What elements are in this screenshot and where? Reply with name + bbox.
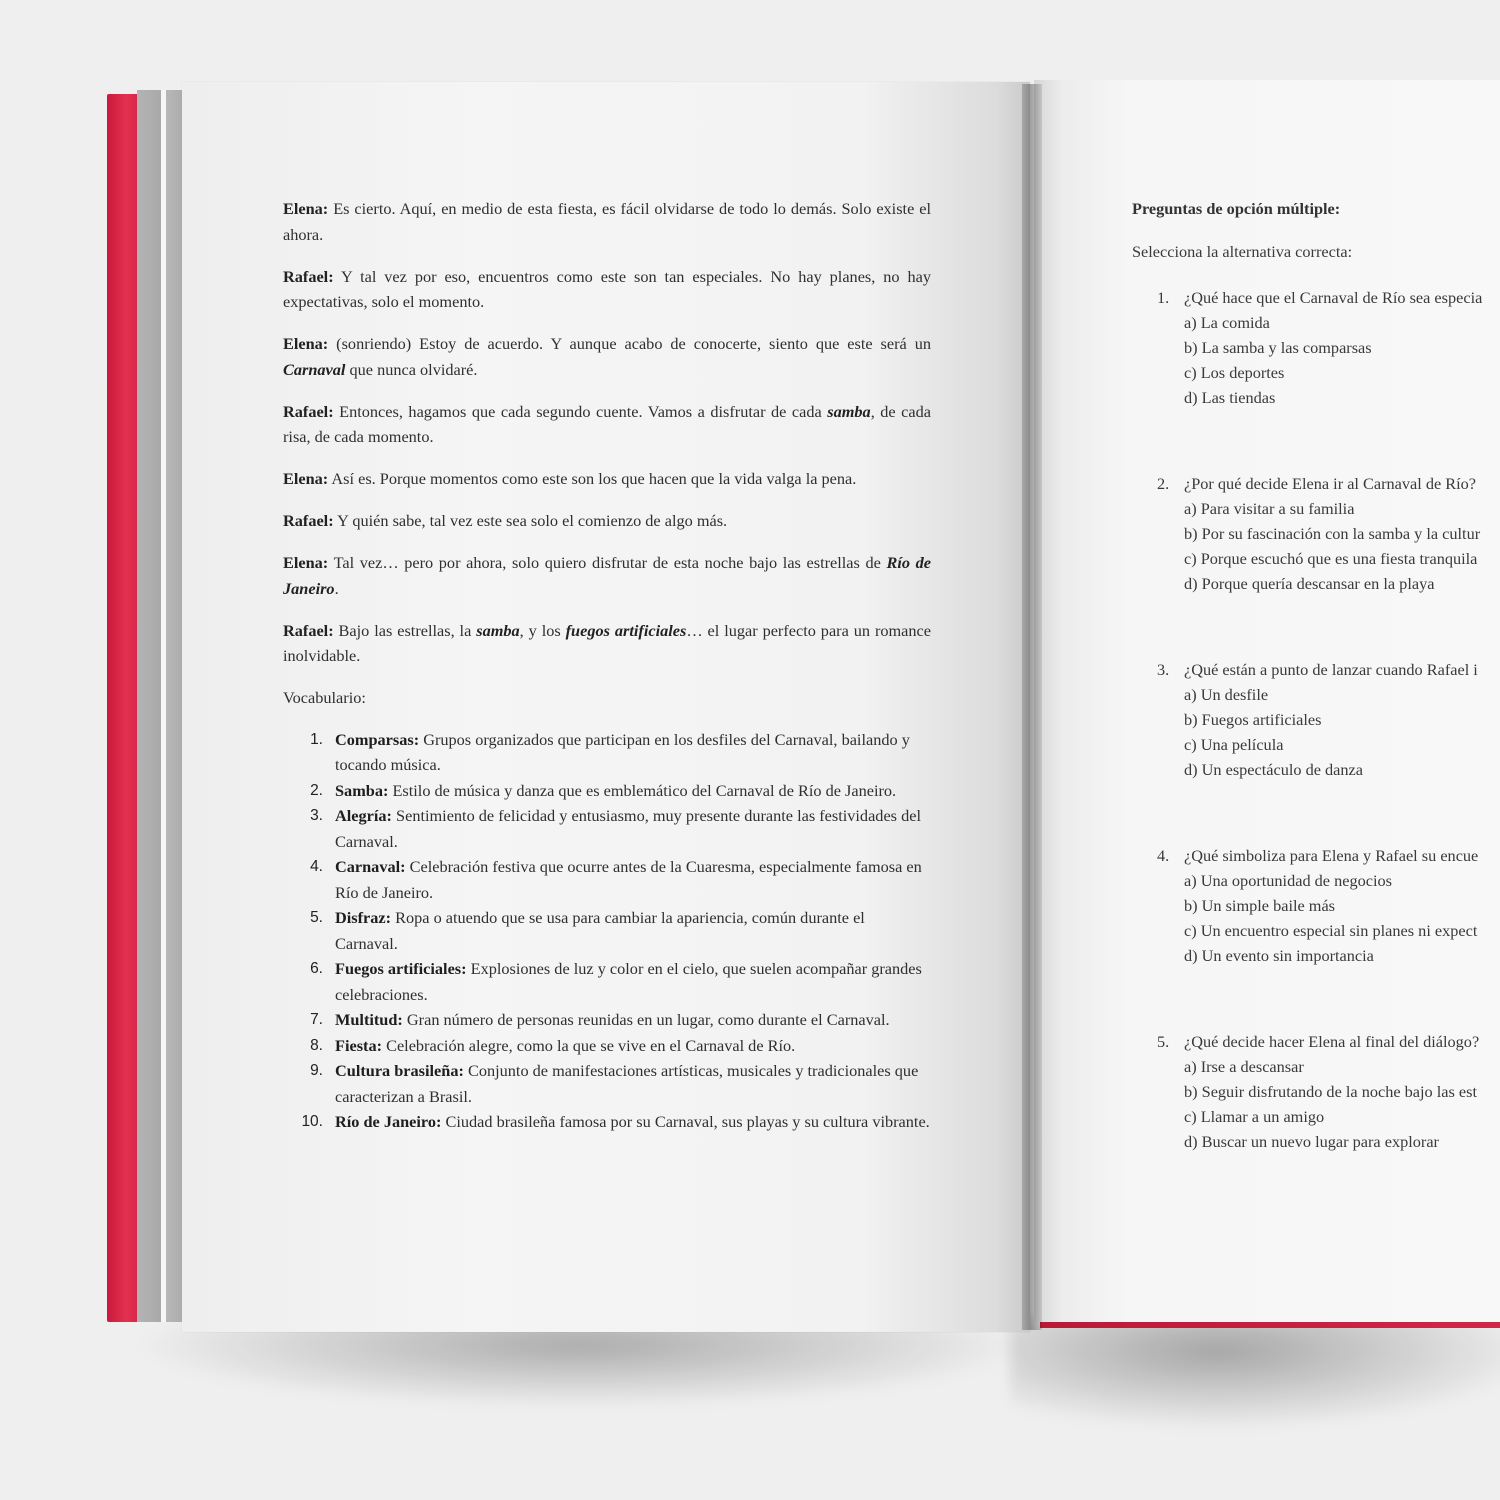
vocabulary-definition: Grupos organizados que participan en los desfiles del Carnaval, bailando y tocando música. [335, 729, 910, 774]
question-option: a) Una oportunidad de negocios [1184, 871, 1392, 890]
vocabulary-number: 8. [310, 1036, 323, 1054]
dialogue-paragraph [283, 508, 931, 534]
speaker-name: Rafael: [283, 266, 334, 286]
dialogue-text: , de cada risa, de cada momento. [283, 401, 931, 446]
vocabulary-item [283, 1033, 931, 1059]
question-item [1132, 657, 1500, 782]
dialogue-paragraph [283, 399, 931, 450]
vocabulary-definition: Celebración alegre, como la que se vive en el Carnaval de Río. [382, 1035, 796, 1055]
question-option: b) La samba y las comparsas [1184, 338, 1372, 357]
vocabulary-term: Cultura brasileña: [335, 1061, 464, 1080]
vocabulary-number: 9. [310, 1062, 323, 1079]
book-gutter [1022, 84, 1042, 1330]
question-option: a) Un desfile [1184, 685, 1269, 704]
dialogue-text: Y quién sabe, tal vez este sea solo el comienzo de algo más. [333, 511, 728, 530]
question-option: c) Una película [1184, 735, 1284, 754]
book-cover-edge [107, 94, 139, 1322]
dialogue-paragraph [283, 618, 931, 669]
vocabulary-item [283, 803, 931, 854]
vocabulary-item [283, 727, 931, 778]
question-number: 5. [1157, 1032, 1170, 1051]
emphasis-text: fuegos artificiales [565, 620, 687, 640]
question-option: a) La comida [1184, 313, 1270, 332]
vocabulary-number: 6. [310, 960, 323, 977]
vocabulary-number: 10. [301, 1113, 323, 1130]
dialogue-text: Y tal vez por eso, encuentros como este son tan especiales. No hay planes, no hay expectativas, solo el momento. [283, 266, 931, 311]
vocabulary-definition: Sentimiento de felicidad y entusiasmo, muy presente durante las festividades del Carnaval. [335, 806, 921, 851]
question-option: d) Las tiendas [1184, 388, 1276, 407]
dialogue-paragraph [283, 196, 931, 247]
questions-instruction: Selecciona la alternativa correcta: [1132, 242, 1353, 261]
question-number: 4. [1157, 846, 1170, 865]
vocabulary-title: Vocabulario: [283, 688, 366, 707]
speaker-name: Rafael: [283, 620, 334, 640]
questions-heading: Preguntas de opción múltiple: [1132, 199, 1341, 218]
vocabulary-item [283, 1109, 931, 1135]
right-page-text [1132, 196, 1500, 1154]
question-option: c) Llamar a un amigo [1184, 1107, 1325, 1126]
question-options [1184, 310, 1500, 410]
vocabulary-item [283, 854, 931, 905]
vocabulary-list [283, 727, 931, 1135]
question-option: d) Porque quería descansar en la playa [1184, 574, 1435, 593]
vocabulary-item [283, 905, 931, 956]
dialogue [283, 196, 931, 669]
question-text: ¿Qué están a punto de lanzar cuando Rafael i [1184, 660, 1478, 679]
question-option: d) Un evento sin importancia [1184, 946, 1374, 965]
vocabulary-term: Comparsas: [335, 729, 420, 749]
vocabulary-term: Disfraz: [335, 908, 392, 927]
speaker-name: Elena: [283, 469, 329, 488]
vocabulary-item [283, 778, 931, 804]
vocabulary-term: Multitud: [335, 1010, 403, 1029]
question-option: b) Seguir disfrutando de la noche bajo las est [1184, 1082, 1477, 1101]
vocabulary-number: 4. [310, 858, 323, 875]
question-options [1184, 682, 1500, 782]
dialogue-text: Es cierto. Aquí, en medio de esta fiesta, es fácil olvidarse de todo lo demás. Solo existe el ahora. [283, 199, 931, 244]
vocabulary-definition: Ropa o atuendo que se usa para cambiar la apariencia, común durante el Carnaval. [335, 908, 865, 953]
vocabulary-term: Samba: [335, 780, 389, 800]
question-number: 2. [1157, 474, 1170, 493]
speaker-name: Elena: [283, 553, 329, 572]
page-edge-stripe [166, 90, 182, 1322]
vocabulary-definition: Explosiones de luz y color en el cielo, que suelen acompañar grandes celebraciones. [335, 959, 922, 1004]
emphasis-text: samba [827, 401, 871, 421]
vocabulary-item [283, 956, 931, 1007]
vocabulary-term: Alegría: [335, 806, 392, 825]
dialogue-text: Así es. Porque momentos como este son los que hacen que la vida valga la pena. [328, 469, 857, 488]
question-number: 3. [1157, 660, 1170, 679]
question-options [1184, 496, 1500, 596]
vocabulary-definition: Conjunto de manifestaciones artísticas, musicales y tradicionales que caracterizan a Brasil. [335, 1061, 919, 1106]
dialogue-text: que nunca olvidaré. [345, 359, 478, 379]
vocabulary-definition: Ciudad brasileña famosa por su Carnaval, sus playas y su cultura vibrante. [441, 1112, 930, 1131]
vocabulary-term: Río de Janeiro: [335, 1112, 442, 1131]
dialogue-text: Entonces, hagamos que cada segundo cuente. Vamos a disfrutar de cada [333, 401, 828, 421]
question-item [1132, 471, 1500, 596]
dialogue-paragraph [283, 466, 931, 492]
dialogue-paragraph [283, 331, 931, 382]
emphasis-text: samba [476, 620, 520, 640]
question-option: a) Irse a descansar [1184, 1057, 1304, 1076]
question-text: ¿Qué hace que el Carnaval de Río sea especia [1184, 288, 1483, 307]
dialogue-text: . [334, 578, 339, 598]
vocabulary-term: Fuegos artificiales: [335, 959, 467, 978]
left-page-text [283, 196, 931, 1135]
vocabulary-number: 7. [310, 1011, 323, 1028]
vocabulary-number: 5. [310, 909, 323, 926]
vocabulary-item [283, 1007, 931, 1033]
dialogue-paragraph [283, 550, 931, 601]
question-options [1184, 868, 1500, 968]
question-option: a) Para visitar a su familia [1184, 499, 1355, 518]
vocabulary-item [283, 1058, 931, 1109]
question-number: 1. [1157, 288, 1170, 307]
question-option: c) Un encuentro especial sin planes ni expect [1184, 921, 1478, 940]
questions-list [1132, 285, 1500, 1154]
vocabulary-definition: Gran número de personas reunidas en un lugar, como durante el Carnaval. [402, 1010, 890, 1029]
question-option: b) Por su fascinación con la samba y la cultur [1184, 524, 1481, 543]
vocabulary-term: Carnaval: [335, 857, 406, 876]
question-option: c) Porque escuchó que es una fiesta tranquila [1184, 549, 1478, 568]
question-option: b) Fuegos artificiales [1184, 710, 1322, 729]
question-text: ¿Qué simboliza para Elena y Rafael su encue [1184, 846, 1479, 865]
question-text: ¿Qué decide hacer Elena al final del diálogo? [1184, 1032, 1480, 1051]
speaker-name: Rafael: [283, 511, 334, 530]
vocabulary-number: 1. [310, 730, 323, 748]
speaker-name: Rafael: [283, 401, 334, 421]
question-item [1132, 1029, 1500, 1154]
dialogue-text: … el lugar perfecto para un romance inolvidable. [283, 620, 931, 665]
vocabulary-number: 2. [310, 781, 323, 799]
dialogue-paragraph [283, 264, 931, 315]
question-option: d) Buscar un nuevo lugar para explorar [1184, 1132, 1439, 1151]
page-edge-stripe [137, 90, 161, 1322]
vocabulary-definition: Celebración festiva que ocurre antes de la Cuaresma, especialmente famosa en Río de Janeiro. [335, 857, 922, 902]
vocabulary-term: Fiesta: [335, 1035, 383, 1055]
book-shadow-right [1010, 1318, 1500, 1428]
question-item [1132, 285, 1500, 410]
question-item [1132, 843, 1500, 968]
dialogue-text: Tal vez… pero por ahora, solo quiero disfrutar de esta noche bajo las estrellas de [328, 553, 887, 572]
dialogue-text: (sonriendo) Estoy de acuerdo. Y aunque acabo de conocerte, siento que este será un [328, 334, 931, 353]
speaker-name: Elena: [283, 334, 329, 353]
question-options [1184, 1054, 1500, 1154]
dialogue-text: , y los [519, 620, 566, 640]
question-option: c) Los deportes [1184, 363, 1285, 382]
dialogue-text: Bajo las estrellas, la [333, 620, 477, 640]
speaker-name: Elena: [283, 199, 329, 218]
question-option: b) Un simple baile más [1184, 896, 1336, 915]
vocabulary-definition: Estilo de música y danza que es emblemático del Carnaval de Río de Janeiro. [388, 780, 897, 800]
question-option: d) Un espectáculo de danza [1184, 760, 1364, 779]
emphasis-text: Río de Janeiro [283, 553, 931, 598]
question-text: ¿Por qué decide Elena ir al Carnaval de Río? [1184, 474, 1477, 493]
vocabulary-number: 3. [310, 807, 323, 824]
emphasis-text: Carnaval [283, 359, 346, 379]
